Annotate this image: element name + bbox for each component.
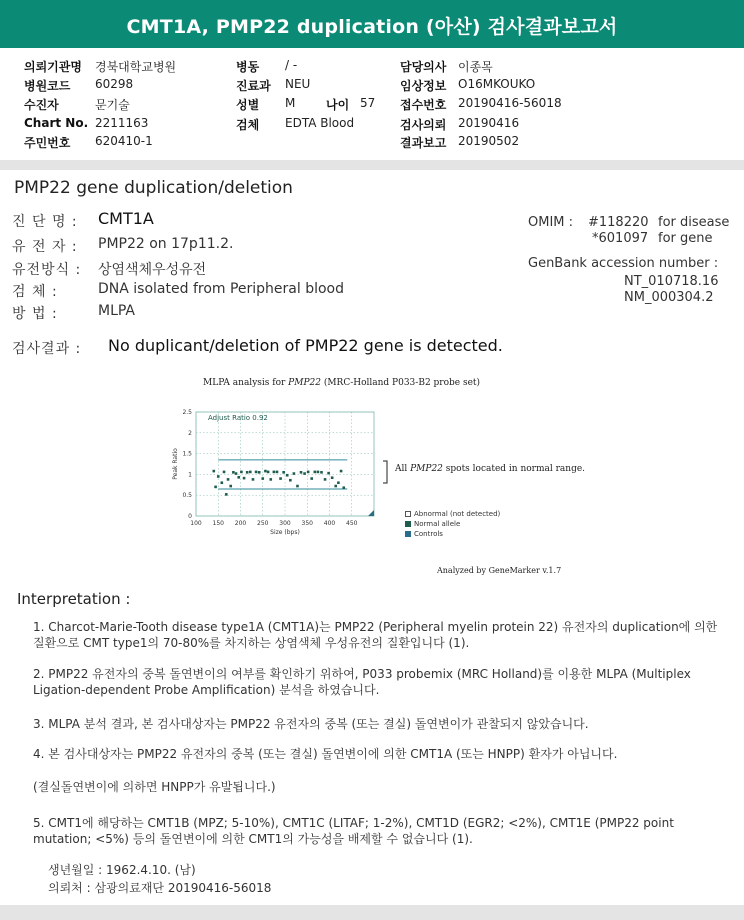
inheritance-value: 상염색체우성유전 bbox=[98, 262, 207, 278]
x-tick-label: 300 bbox=[279, 520, 291, 527]
data-point bbox=[331, 476, 334, 479]
omim-gene-note: for gene bbox=[658, 231, 713, 246]
header-key: 나이 bbox=[326, 98, 350, 112]
data-point bbox=[217, 475, 220, 478]
data-point bbox=[227, 478, 230, 481]
method-value: MLPA bbox=[98, 303, 136, 319]
interpretation-item: 2. PMP22 유전자의 중복 돌연변이의 여부를 확인하기 위하여, P033 probemix (MRC Holland)를 이용한 MLPA (Multiplex Ligation-dependent Probe Amplification) 분석을 하였습니다. bbox=[33, 667, 691, 697]
bracket-icon bbox=[381, 460, 391, 484]
referrer: 의뢰처 : 삼광의료재단 20190416-56018 bbox=[48, 881, 272, 895]
data-point bbox=[293, 472, 296, 475]
header-value: 이종목 bbox=[458, 60, 493, 74]
header-value: / - bbox=[285, 58, 298, 72]
result-label: 검사결과 : bbox=[12, 341, 82, 357]
genbank-nt: NT_010718.16 bbox=[624, 274, 719, 289]
adjust-ratio-label: Adjust Ratio 0.92 bbox=[208, 414, 268, 422]
data-point bbox=[279, 477, 282, 480]
data-point bbox=[267, 471, 270, 474]
header-value: 20190502 bbox=[458, 134, 520, 148]
field-label: 검 체 : bbox=[12, 284, 58, 300]
data-point bbox=[317, 471, 320, 474]
header-key: 접수번호 bbox=[400, 98, 447, 112]
legend-label: Normal allele bbox=[414, 520, 461, 528]
report-title: CMT1A, PMP22 duplication (아산) 검사결과보고서 bbox=[126, 16, 618, 38]
interpretation-note: (결실돌연변이에 의하면 HNPP가 유발됩니다.) bbox=[33, 780, 276, 794]
header-value: 20190416-56018 bbox=[458, 96, 562, 110]
data-point bbox=[269, 478, 272, 481]
legend-swatch-controls bbox=[405, 531, 411, 537]
data-point bbox=[320, 471, 323, 474]
y-axis-label: Peak Ratio bbox=[172, 448, 179, 480]
legend-swatch-normal bbox=[405, 521, 411, 527]
data-point bbox=[303, 472, 306, 475]
section-divider bbox=[0, 905, 744, 920]
data-point bbox=[237, 476, 240, 479]
omim-disease-note: for disease bbox=[658, 215, 730, 230]
interpretation-title: Interpretation : bbox=[17, 590, 131, 608]
data-point bbox=[255, 471, 258, 474]
header-key: Chart No. bbox=[24, 116, 89, 130]
header-key: 병동 bbox=[236, 60, 260, 74]
x-tick-label: 250 bbox=[257, 520, 269, 527]
data-point bbox=[300, 471, 303, 474]
data-point bbox=[296, 485, 299, 488]
x-tick-label: 200 bbox=[234, 520, 247, 527]
y-tick-label: 2.5 bbox=[182, 409, 192, 416]
header-value: 2211163 bbox=[95, 116, 149, 130]
header-key: 수진자 bbox=[24, 98, 59, 112]
header-key: 결과보고 bbox=[400, 136, 447, 150]
x-tick-label: 400 bbox=[323, 520, 336, 527]
data-point bbox=[249, 471, 252, 474]
header-value: EDTA Blood bbox=[285, 116, 355, 130]
genbank-nm: NM_000304.2 bbox=[624, 290, 714, 305]
section-divider bbox=[0, 160, 744, 170]
chart-title: MLPA analysis for PMP22 (MRC-Holland P033-B2 probe set) bbox=[203, 378, 481, 388]
header-key: 임상정보 bbox=[400, 79, 447, 93]
header-value: O16MKOUKO bbox=[458, 77, 536, 91]
specimen-value: DNA isolated from Peripheral blood bbox=[98, 281, 345, 297]
report-title-bar bbox=[0, 0, 744, 48]
y-tick-label: 0.5 bbox=[182, 492, 192, 500]
legend-label: Controls bbox=[414, 530, 443, 538]
data-point bbox=[334, 485, 337, 488]
data-point bbox=[214, 486, 217, 489]
data-point bbox=[235, 472, 238, 475]
header-key: 진료과 bbox=[236, 79, 271, 93]
data-point bbox=[232, 471, 235, 474]
data-point bbox=[314, 471, 317, 474]
x-tick-label: 100 bbox=[190, 520, 202, 527]
x-tick-label: 350 bbox=[301, 520, 313, 527]
y-tick-label: 1.5 bbox=[182, 450, 192, 458]
diagnosis-value: CMT1A bbox=[98, 209, 154, 228]
legend-label: Abnormal (not detected) bbox=[414, 510, 501, 518]
x-axis-label: Size (bps) bbox=[270, 529, 300, 536]
data-point bbox=[221, 481, 224, 484]
y-tick-label: 0 bbox=[188, 513, 192, 520]
data-point bbox=[340, 470, 343, 473]
data-point bbox=[258, 471, 261, 474]
omim-disease-id: #118220 bbox=[588, 215, 649, 230]
data-point bbox=[240, 471, 243, 474]
data-point bbox=[307, 471, 310, 474]
interpretation-item: 1. Charcot-Marie-Tooth disease type1A (CMT1A)는 PMP22 (Peripheral myelin protein 22) 유전자의 duplication에 의한 질환으로 CMT type1의 70-80%를 차지하는 상염색체 우성유전의 질환입니다 (1). bbox=[33, 620, 718, 650]
header-key: 담당의사 bbox=[400, 60, 447, 74]
data-point bbox=[246, 471, 249, 474]
interpretation-item: 5. CMT1에 해당하는 CMT1B (MPZ; 5-10%), CMT1C (LITAF; 1-2%), CMT1D (EGR2; <2%), CMT1E (PMP22 point mutation; <5%) 등의 돌연변이에 의한 CMT1의 가능성을 배제할 수 없습니다 (1). bbox=[33, 816, 674, 846]
data-point bbox=[286, 474, 289, 477]
mlpa-chart bbox=[168, 404, 388, 540]
x-tick-label: 150 bbox=[212, 520, 224, 527]
report-heading: PMP22 gene duplication/deletion bbox=[14, 178, 293, 198]
header-value: NEU bbox=[285, 77, 311, 91]
header-key: 주민번호 bbox=[24, 136, 71, 150]
field-label: 유전방식 : bbox=[12, 262, 82, 278]
data-point bbox=[261, 477, 264, 480]
data-point bbox=[289, 479, 292, 482]
field-label: 진 단 명 : bbox=[12, 214, 78, 230]
data-point bbox=[310, 477, 313, 480]
analyzed-by: Analyzed by GeneMarker v.1.7 bbox=[437, 566, 562, 575]
header-key: 검사의뢰 bbox=[400, 118, 447, 132]
header-value: M bbox=[285, 96, 296, 110]
data-point bbox=[213, 470, 216, 473]
data-point bbox=[225, 493, 228, 496]
header-key: 의뢰기관명 bbox=[24, 60, 82, 74]
data-point bbox=[252, 478, 255, 481]
result-value: No duplicant/deletion of PMP22 gene is detected. bbox=[108, 336, 503, 355]
y-tick-label: 1 bbox=[188, 471, 192, 479]
header-value: 620410-1 bbox=[95, 134, 153, 148]
interpretation-item: 4. 본 검사대상자는 PMP22 유전자의 중복 (또는 결실) 돌연변이에 의한 CMT1A (또는 HNPP) 환자가 아닙니다. bbox=[33, 747, 618, 761]
header-key: 성별 bbox=[236, 98, 260, 112]
interpretation-item: 3. MLPA 분석 결과, 본 검사대상자는 PMP22 유전자의 중복 (또는 결실) 돌연변이가 관찰되지 않았습니다. bbox=[33, 717, 589, 731]
data-point bbox=[223, 471, 226, 474]
data-point bbox=[282, 471, 285, 474]
data-point bbox=[337, 481, 340, 484]
field-label: 유 전 자 : bbox=[12, 239, 78, 255]
y-tick-label: 2 bbox=[188, 429, 192, 437]
field-label: 방 법 : bbox=[12, 306, 58, 322]
omim-gene-id: *601097 bbox=[592, 231, 649, 246]
header-key: 검체 bbox=[236, 118, 260, 132]
data-point bbox=[327, 472, 330, 475]
header-value: 57 bbox=[360, 96, 376, 110]
data-point bbox=[264, 470, 267, 473]
gene-value: PMP22 on 17p11.2. bbox=[98, 236, 234, 252]
data-point bbox=[273, 471, 276, 474]
header-value: 60298 bbox=[95, 77, 134, 91]
data-point bbox=[276, 471, 279, 474]
header-key: 병원코드 bbox=[24, 79, 71, 93]
data-point bbox=[324, 478, 327, 481]
x-tick-label: 450 bbox=[346, 520, 358, 527]
header-value: 20190416 bbox=[458, 116, 520, 130]
legend-swatch-abnormal bbox=[405, 511, 411, 517]
omim-label: OMIM : bbox=[528, 215, 574, 230]
data-point bbox=[342, 486, 345, 489]
header-value: 경북대학교병원 bbox=[95, 60, 177, 74]
chart-annotation: All PMP22 spots located in normal range. bbox=[395, 464, 586, 474]
data-point bbox=[243, 477, 246, 480]
date-of-birth: 생년월일 : 1962.4.10. (남) bbox=[48, 863, 196, 877]
genbank-label: GenBank accession number : bbox=[528, 256, 719, 271]
header-value: 문기술 bbox=[95, 98, 130, 112]
data-point bbox=[229, 485, 232, 488]
